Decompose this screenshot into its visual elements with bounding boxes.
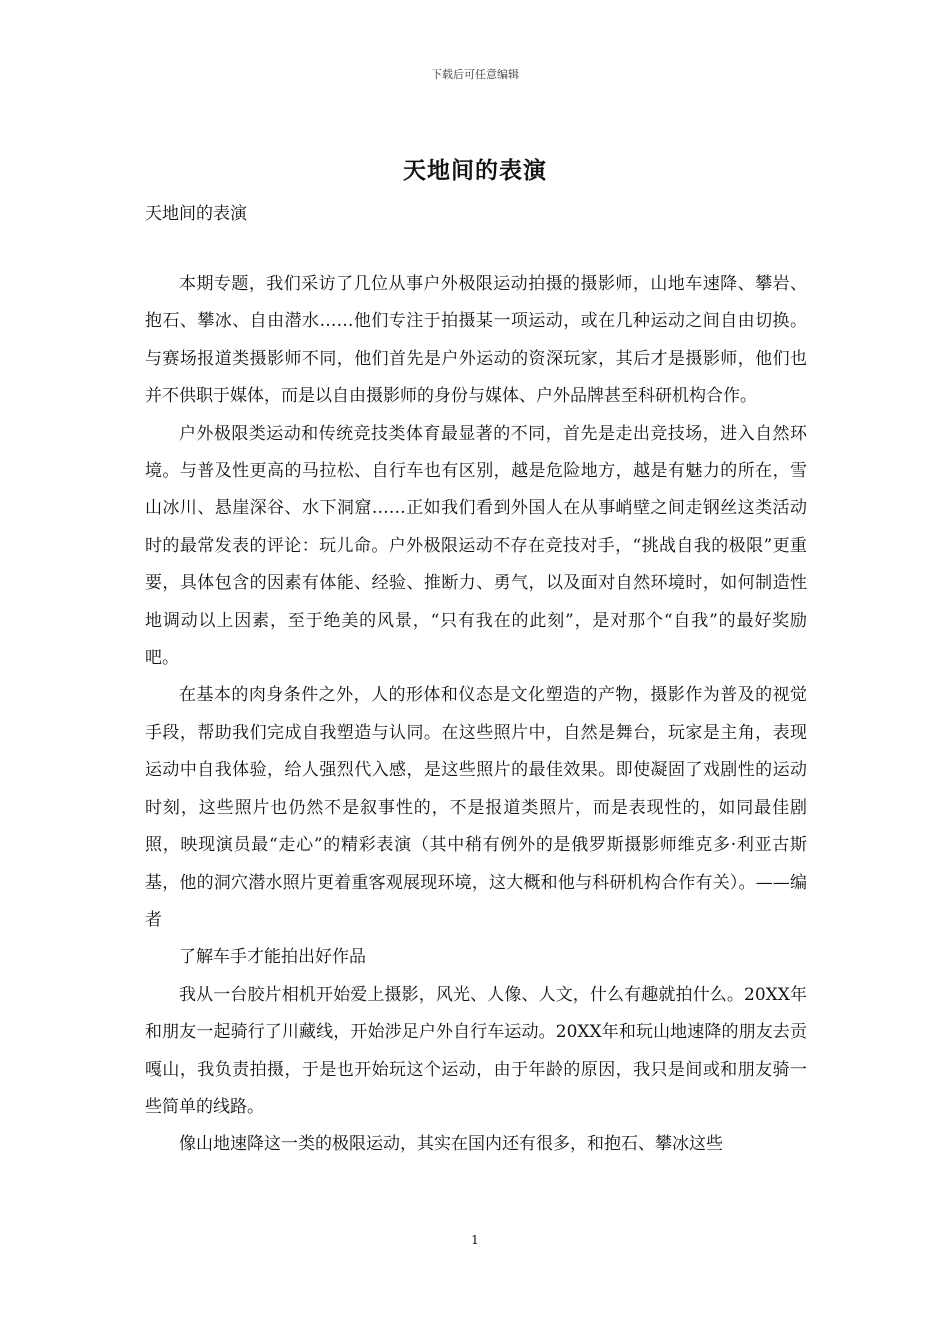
page-number: 1 xyxy=(471,1233,479,1247)
paragraph: 户外极限类运动和传统竞技类体育最显著的不同，首先是走出竞技场，进入自然环境。与普及性更高的马拉松、自行车也有区别，越是危险地方，越是有魅力的所在，雪山冰川、悬崖深谷、水下洞窟……正如我们看到外国人在从事峭壁之间走钢丝这类活动时的最常发表的评论：玩儿命。户外极限运动不存在竞技对手，“挑战自我的极限”更重要，具体包含的因素有体能、经验、推断力、勇气，以及面对自然环境时，如何制造性地调动以上因素，至于绝美的风景，“只有我在的此刻”，是对那个“自我”的最好奖励吧。 xyxy=(145,423,807,669)
paragraph: 在基本的肉身条件之外，人的形体和仪态是文化塑造的产物，摄影作为普及的视觉手段，帮助我们完成自我塑造与认同。在这些照片中，自然是舞台，玩家是主角，表现运动中自我体验，给人强烈代入感，是这些照片的最佳效果。即使凝固了戏剧性的运动时刻，这些照片也仍然不是叙事性的，不是报道类照片，而是表现性的，如同最佳剧照，映现演员最“走心”的精彩表演（其中稍有例外的是俄罗斯摄影师维克多·利亚古斯基，他的洞穴潜水照片更着重客观展现环境，这大概和他与科研机构合作有关）。——编者 xyxy=(145,685,807,930)
header-note: 下载后可任意编辑 xyxy=(431,68,519,81)
section-heading: 了解车手才能拍出好作品 xyxy=(179,947,366,968)
paragraph: 我从一台胶片相机开始爱上摄影，风光、人像、人文，什么有趣就拍什么。20XX年和朋友一起骑行了川藏线，开始涉足户外自行车运动。20XX年和玩山地速降的朋友去贡嘎山，我负责拍摄，于是也开始玩这个运动，由于年龄的原因，我只是间或和朋友骑一些简单的线路。 xyxy=(145,984,807,1117)
paragraph: 像山地速降这一类的极限运动，其实在国内还有很多，和抱石、攀冰这些 xyxy=(179,1134,723,1155)
document-title: 天地间的表演 xyxy=(403,157,547,184)
document-body xyxy=(145,266,807,1164)
document-subtitle: 天地间的表演 xyxy=(145,204,247,224)
paragraph: 本期专题，我们采访了几位从事户外极限运动拍摄的摄影师，山地车速降、攀岩、抱石、攀冰、自由潜水……他们专注于拍摄某一项运动，或在几种运动之间自由切换。与赛场报道类摄影师不同，他们首先是户外运动的资深玩家，其后才是摄影师，他们也并不供职于媒体，而是以自由摄影师的身份与媒体、户外品牌甚至科研机构合作。 xyxy=(145,274,807,407)
